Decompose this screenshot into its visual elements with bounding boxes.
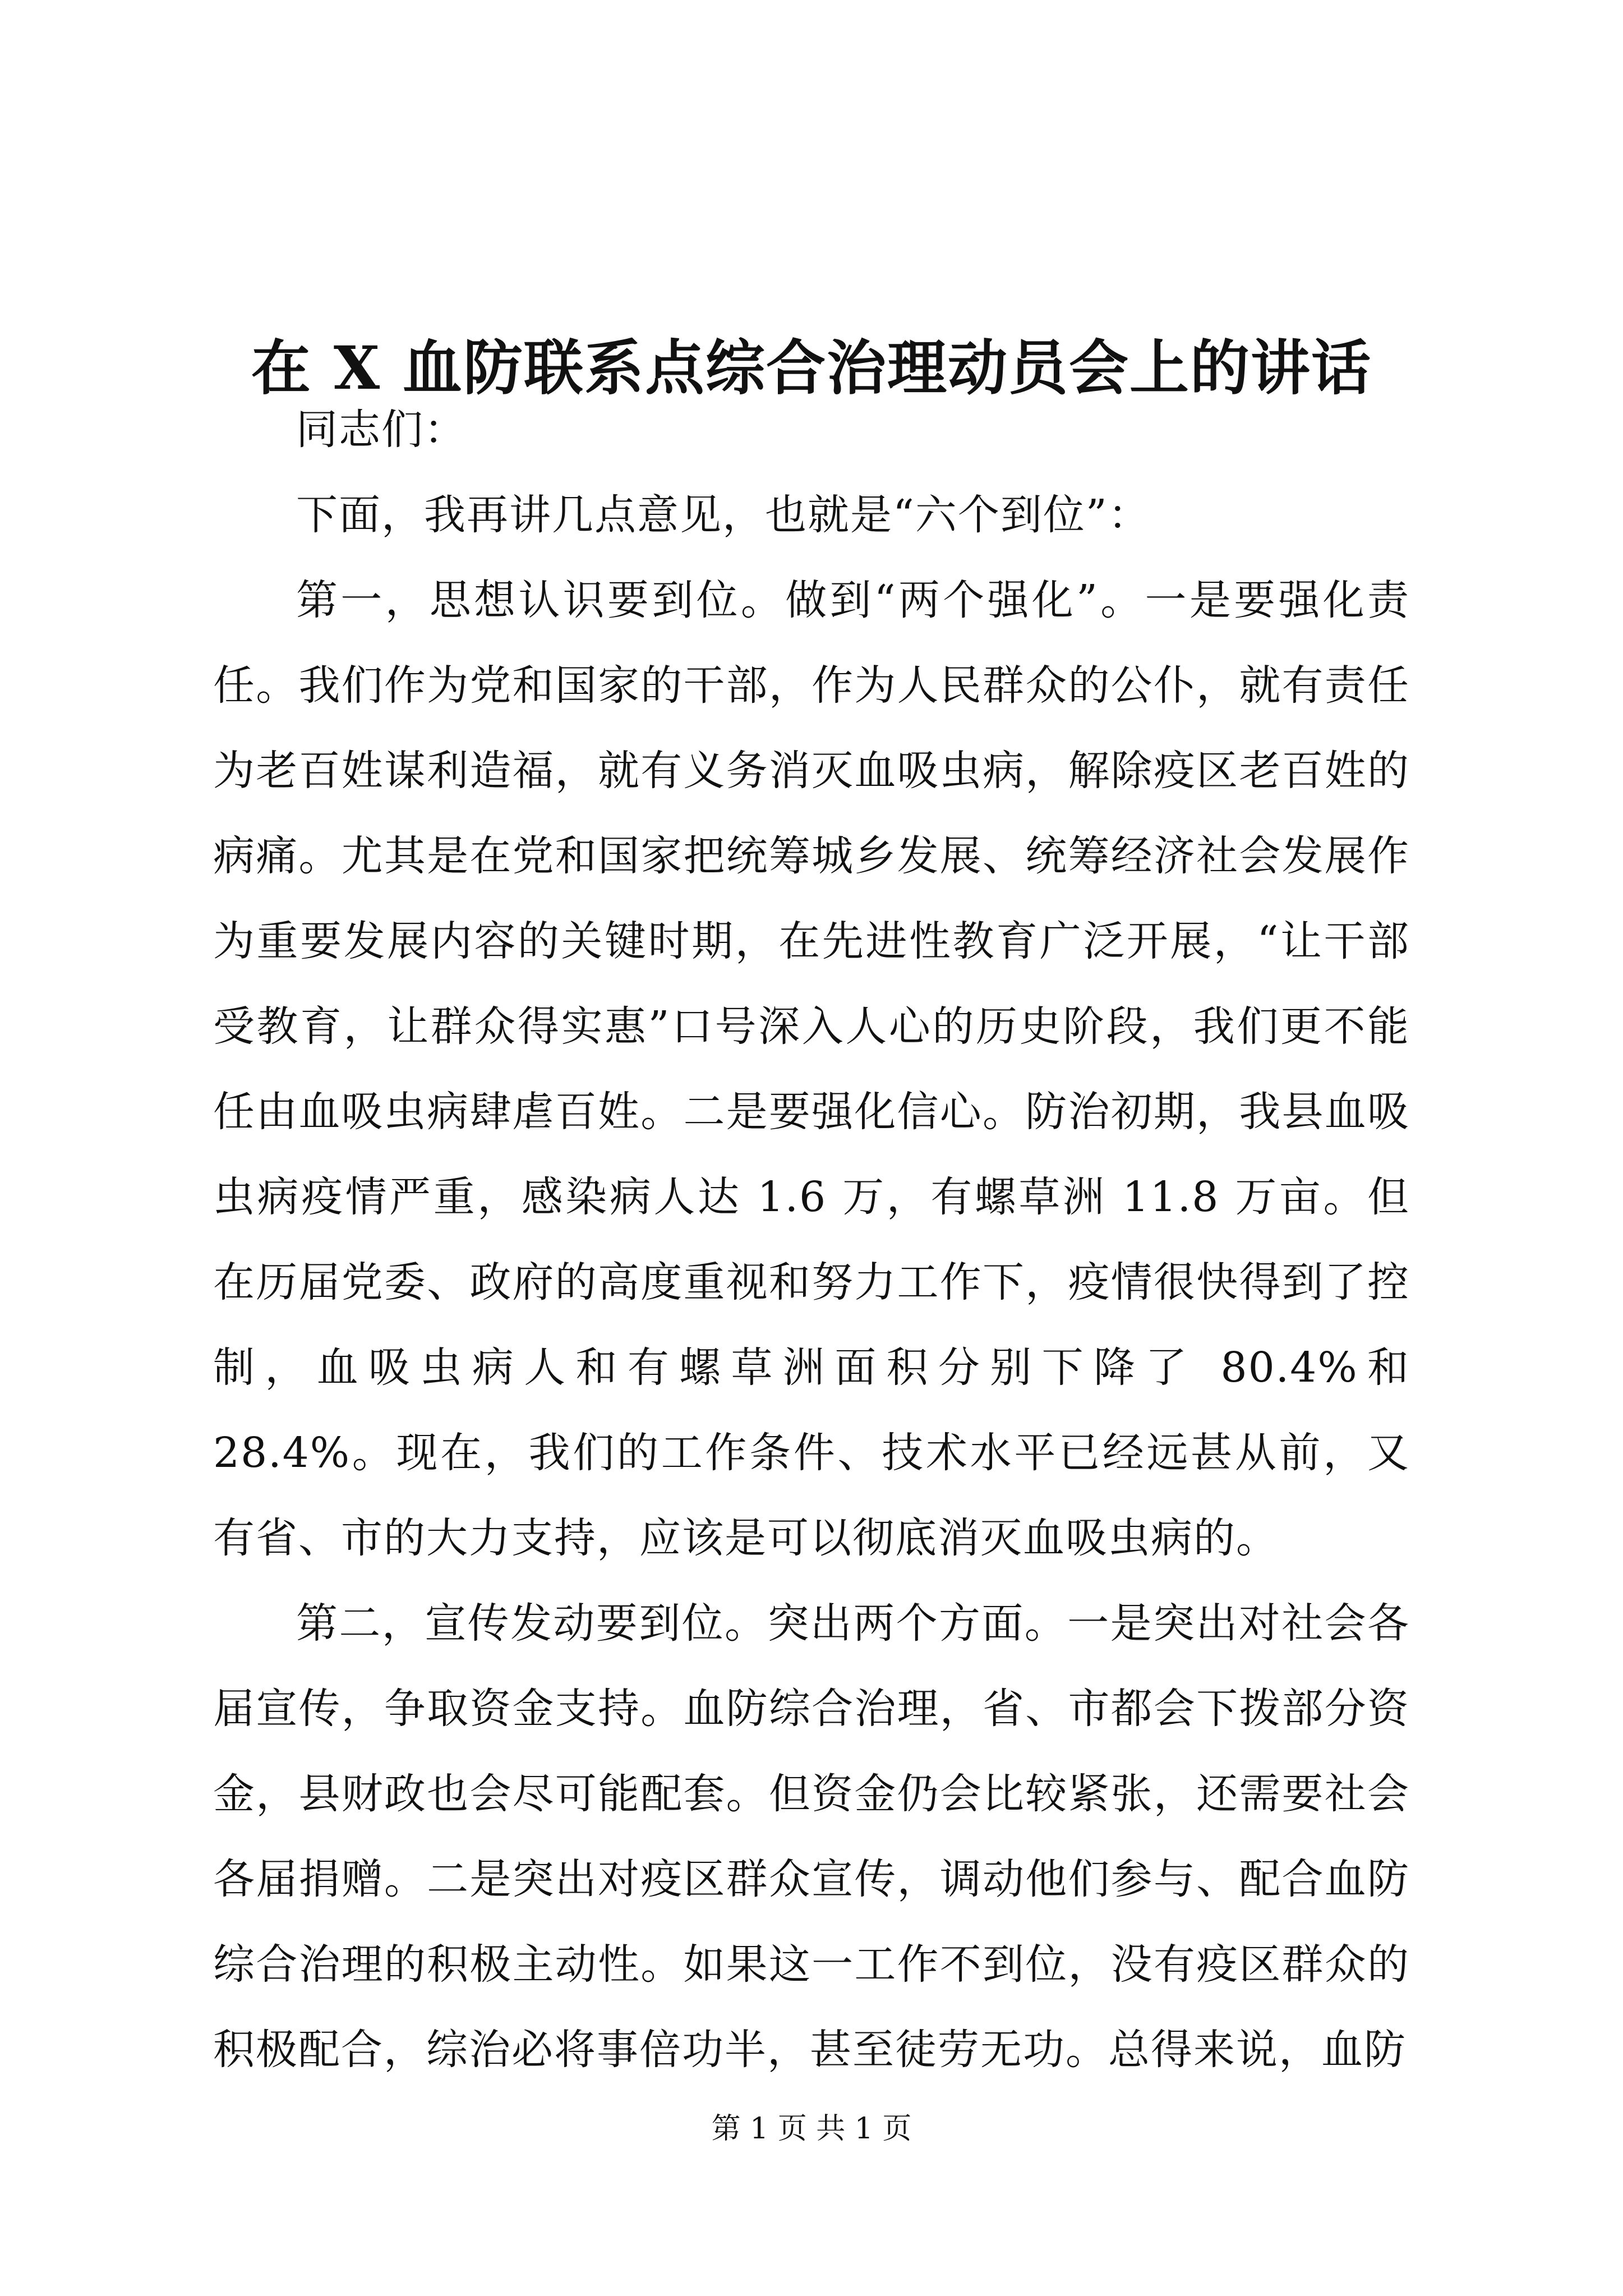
document-title: 在 X 血防联系点综合治理动员会上的讲话 [251, 333, 1372, 403]
intro-paragraph: 下面，我再讲几点意见，也就是“六个到位”： [296, 491, 1151, 539]
salutation-paragraph: 同志们： [296, 406, 467, 454]
document-body [213, 387, 1410, 2092]
point-two-paragraph: 第二，宣传发动要到位。突出两个方面。一是突出对社会各届宣传，争取资金支持。血防综合治理，省、市都会下拨部分资金，县财政也会尽可能配套。但资金仍会比较紧张，还需要社会各届捐赠。二是突出对疫区群众宣传，调动他们参与、配合血防综合治理的积极主动性。如果这一工作不到位，没有疫区群众的积极配合，综治必将事倍功半，甚至徒劳无功。总得来说，血防 [213, 1599, 1410, 2074]
page-footer: 第 1 页 共 1 页 [711, 2112, 912, 2146]
point-one-paragraph: 第一，思想认识要到位。做到“两个强化”。一是要强化责任。我们作为党和国家的干部，作为人民群众的公仆，就有责任为老百姓谋利造福，就有义务消灭血吸虫病，解除疫区老百姓的病痛。尤其是在党和国家把统筹城乡发展、统筹经济社会发展作为重要发展内容的关键时期，在先进性教育广泛开展，“让干部受教育，让群众得实惠”口号深入人心的历史阶段，我们更不能任由血吸虫病肆虐百姓。二是要强化信心。防治初期，我县血吸虫病疫情严重，感染病人达 1.6 万，有螺草洲 11.8 万亩。但在历届党委、政府的高度重视和努力工作下，疫情很快得到了控制，血吸虫病人和有螺草洲面积分别下降了 80.4%和 28.4%。现在，我们的工作条件、技术水平已经远甚从前，又有省、市的大力支持，应该是可以彻底消灭血吸虫病的。 [213, 576, 1410, 1562]
